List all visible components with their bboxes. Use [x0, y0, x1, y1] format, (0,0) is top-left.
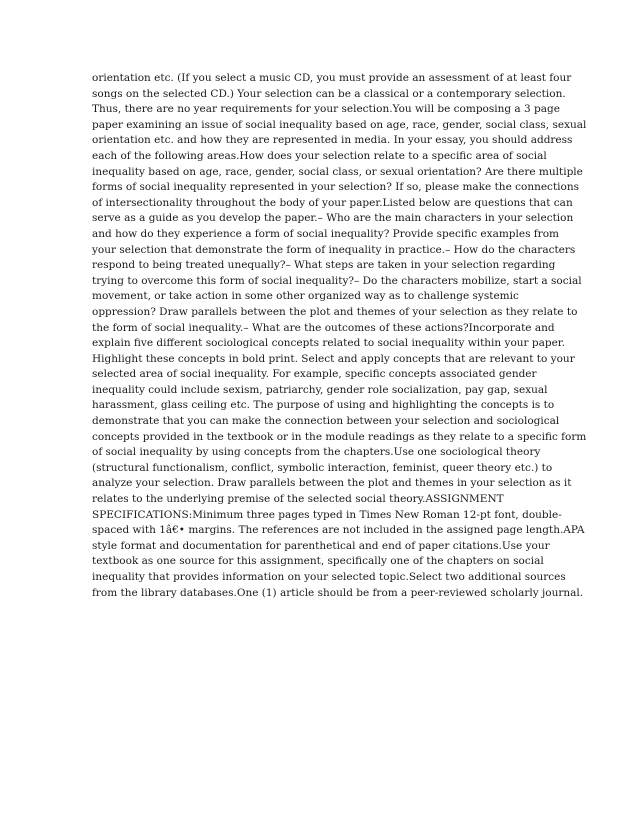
text-line: of intersectionality throughout the body of your paper.Listed below are questions that can	[92, 196, 573, 209]
text-line: Highlight these concepts in bold print. Select and apply concepts that are relevant to your	[92, 352, 575, 365]
text-line: forms of social inequality represented in your selection? If so, please make the connections	[92, 181, 579, 194]
text-line: songs on the selected CD.) Your selection can be a classical or a contemporary selection.	[92, 87, 566, 100]
text-line: Thus, there are no year requirements for your selection.You will be composing a 3 page	[92, 103, 560, 116]
text-line: each of the following areas.How does your selection relate to a specific area of social	[92, 149, 547, 162]
text-line: explain five different sociological concepts related to social inequality within your paper.	[92, 337, 566, 350]
text-line: SPECIFICATIONS:Minimum three pages typed in Times New Roman 12-pt font, double-	[92, 508, 562, 521]
text-line: inequality based on age, race, gender, social class, or sexual orientation? Are there multiple	[92, 165, 583, 178]
text-line: analyze your selection. Draw parallels between the plot and themes in your selection as it	[92, 477, 572, 490]
text-line: your selection that demonstrate the form of inequality in practice.– How do the characters	[92, 243, 576, 256]
text-line: and how do they experience a form of social inequality? Provide specific examples from	[92, 227, 559, 240]
text-line: respond to being treated unequally?– What steps are taken in your selection regarding	[92, 259, 556, 272]
text-line: harassment, glass ceiling etc. The purpose of using and highlighting the concepts is to	[92, 399, 555, 412]
text-line: the form of social inequality.– What are the outcomes of these actions?Incorporate and	[92, 321, 555, 334]
text-line: textbook as one source for this assignment, specifically one of the chapters on social	[92, 555, 544, 568]
body-paragraph	[92, 71, 587, 601]
text-line: oppression? Draw parallels between the plot and themes of your selection as they relate to	[92, 305, 578, 318]
text-line: inequality that provides information on your selected topic.Select two additional sources	[92, 571, 566, 583]
text-line: concepts provided in the textbook or in the module readings as they relate to a specific form	[92, 430, 587, 443]
text-line: orientation etc. and how they are represented in media. In your essay, you should address	[92, 134, 573, 147]
text-line: paper examining an issue of social inequality based on age, race, gender, social class, sexual	[92, 118, 587, 131]
text-line: spaced with 1â€• margins. The references are not included in the assigned page length.APA	[92, 524, 585, 537]
text-line: movement, or take action in some other organized way as to challenge systemic	[92, 290, 519, 303]
text-line: relates to the underlying premise of the selected social theory.ASSIGNMENT	[92, 493, 504, 506]
text-line: demonstrate that you can make the connection between your selection and sociological	[92, 415, 560, 428]
text-line: (structural functionalism, conflict, symbolic interaction, feminist, queer theory etc.) to	[92, 461, 553, 474]
text-line: trying to overcome this form of social inequality?– Do the characters mobilize, start a social	[92, 274, 582, 287]
text-line: inequality could include sexism, patriarchy, gender role socialization, pay gap, sexual	[92, 383, 548, 396]
text-line: orientation etc. (If you select a music CD, you must provide an assessment of at least four	[92, 72, 572, 84]
text-line: from the library databases.One (1) article should be from a peer-reviewed scholarly journal.	[92, 586, 584, 599]
text-line: selected area of social inequality. For example, specific concepts associated gender	[92, 368, 537, 381]
text-line: of social inequality by using concepts from the chapters.Use one sociological theory	[92, 446, 541, 459]
text-line: serve as a guide as you develop the paper.– Who are the main characters in your selection	[92, 212, 574, 225]
text-line: style format and documentation for parenthetical and end of paper citations.Use your	[92, 539, 550, 552]
